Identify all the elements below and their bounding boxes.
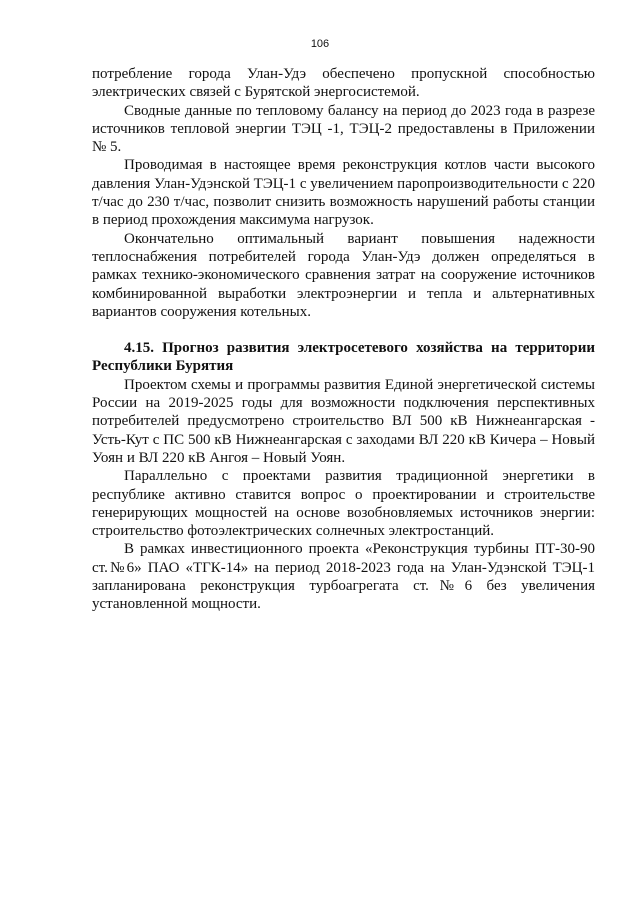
paragraph-reliability-options: Окончательно оптимальный вариант повышения надежности теплоснабжения потребителей города Улан-Удэ должен определяться в рамках технико-экономического сравнения затрат на сооружение источников комбинированной выработки электроэнергии и тепла и альтернативных вариантов сооружения котельных. [92,230,595,320]
paragraph-heat-balance: Сводные данные по тепловому балансу на период до 2023 года в разрезе источников тепловой энергии ТЭЦ -1, ТЭЦ-2 предоставлены в Приложении № 5. [92,102,595,156]
page-number: 106 [310,38,330,50]
section-heading: 4.15. Прогноз развития электросетевого хозяйства на территории Республики Бурятия [92,340,595,375]
paragraph-boiler-reconstruction: Проводимая в настоящее время реконструкция котлов части высокого давления Улан-Удэнской ТЭЦ-1 с увеличением паропроизводительности с 220 т/час до 230 т/час, позволит снизить возможность нарушений работы станции в период прохождения максимума нагрузок. [92,157,595,229]
document-body [92,65,595,614]
paragraph-grid-development: Проектом схемы и программы развития Единой энергетической системы России на 2019-2025 годы для возможности подключения перспективных потребителей предусмотрено строительство ВЛ 500 кВ Нижнеангарская - Усть-Кут с ПС 500 кВ Нижнеангарская с заходами ВЛ 220 кВ Кичера – Новый Уоян и ВЛ 220 кВ Ангоя – Новый Уоян. [92,376,595,466]
paragraph-renewable-energy: Параллельно с проектами развития традиционной энергетики в республике активно ставится вопрос о проектировании и строительстве генерирующих мощностей на основе возобновляемых источников энергии: строительство фотоэлектрических солнечных электростанций. [92,468,595,540]
paragraph-turbine-reconstruction: В рамках инвестиционного проекта «Реконструкция турбины ПТ-30-90 ст.№6» ПАО «ТГК-14» на период 2018-2023 года на Улан-Удэнской ТЭЦ-1 запланирована реконструкция турбоагрегата ст.№6 без увеличения установленной мощности. [92,541,595,613]
paragraph-continuation: потребление города Улан-Удэ обеспечено пропускной способностью электрических связей с Бурятской энергосистемой. [92,66,595,101]
